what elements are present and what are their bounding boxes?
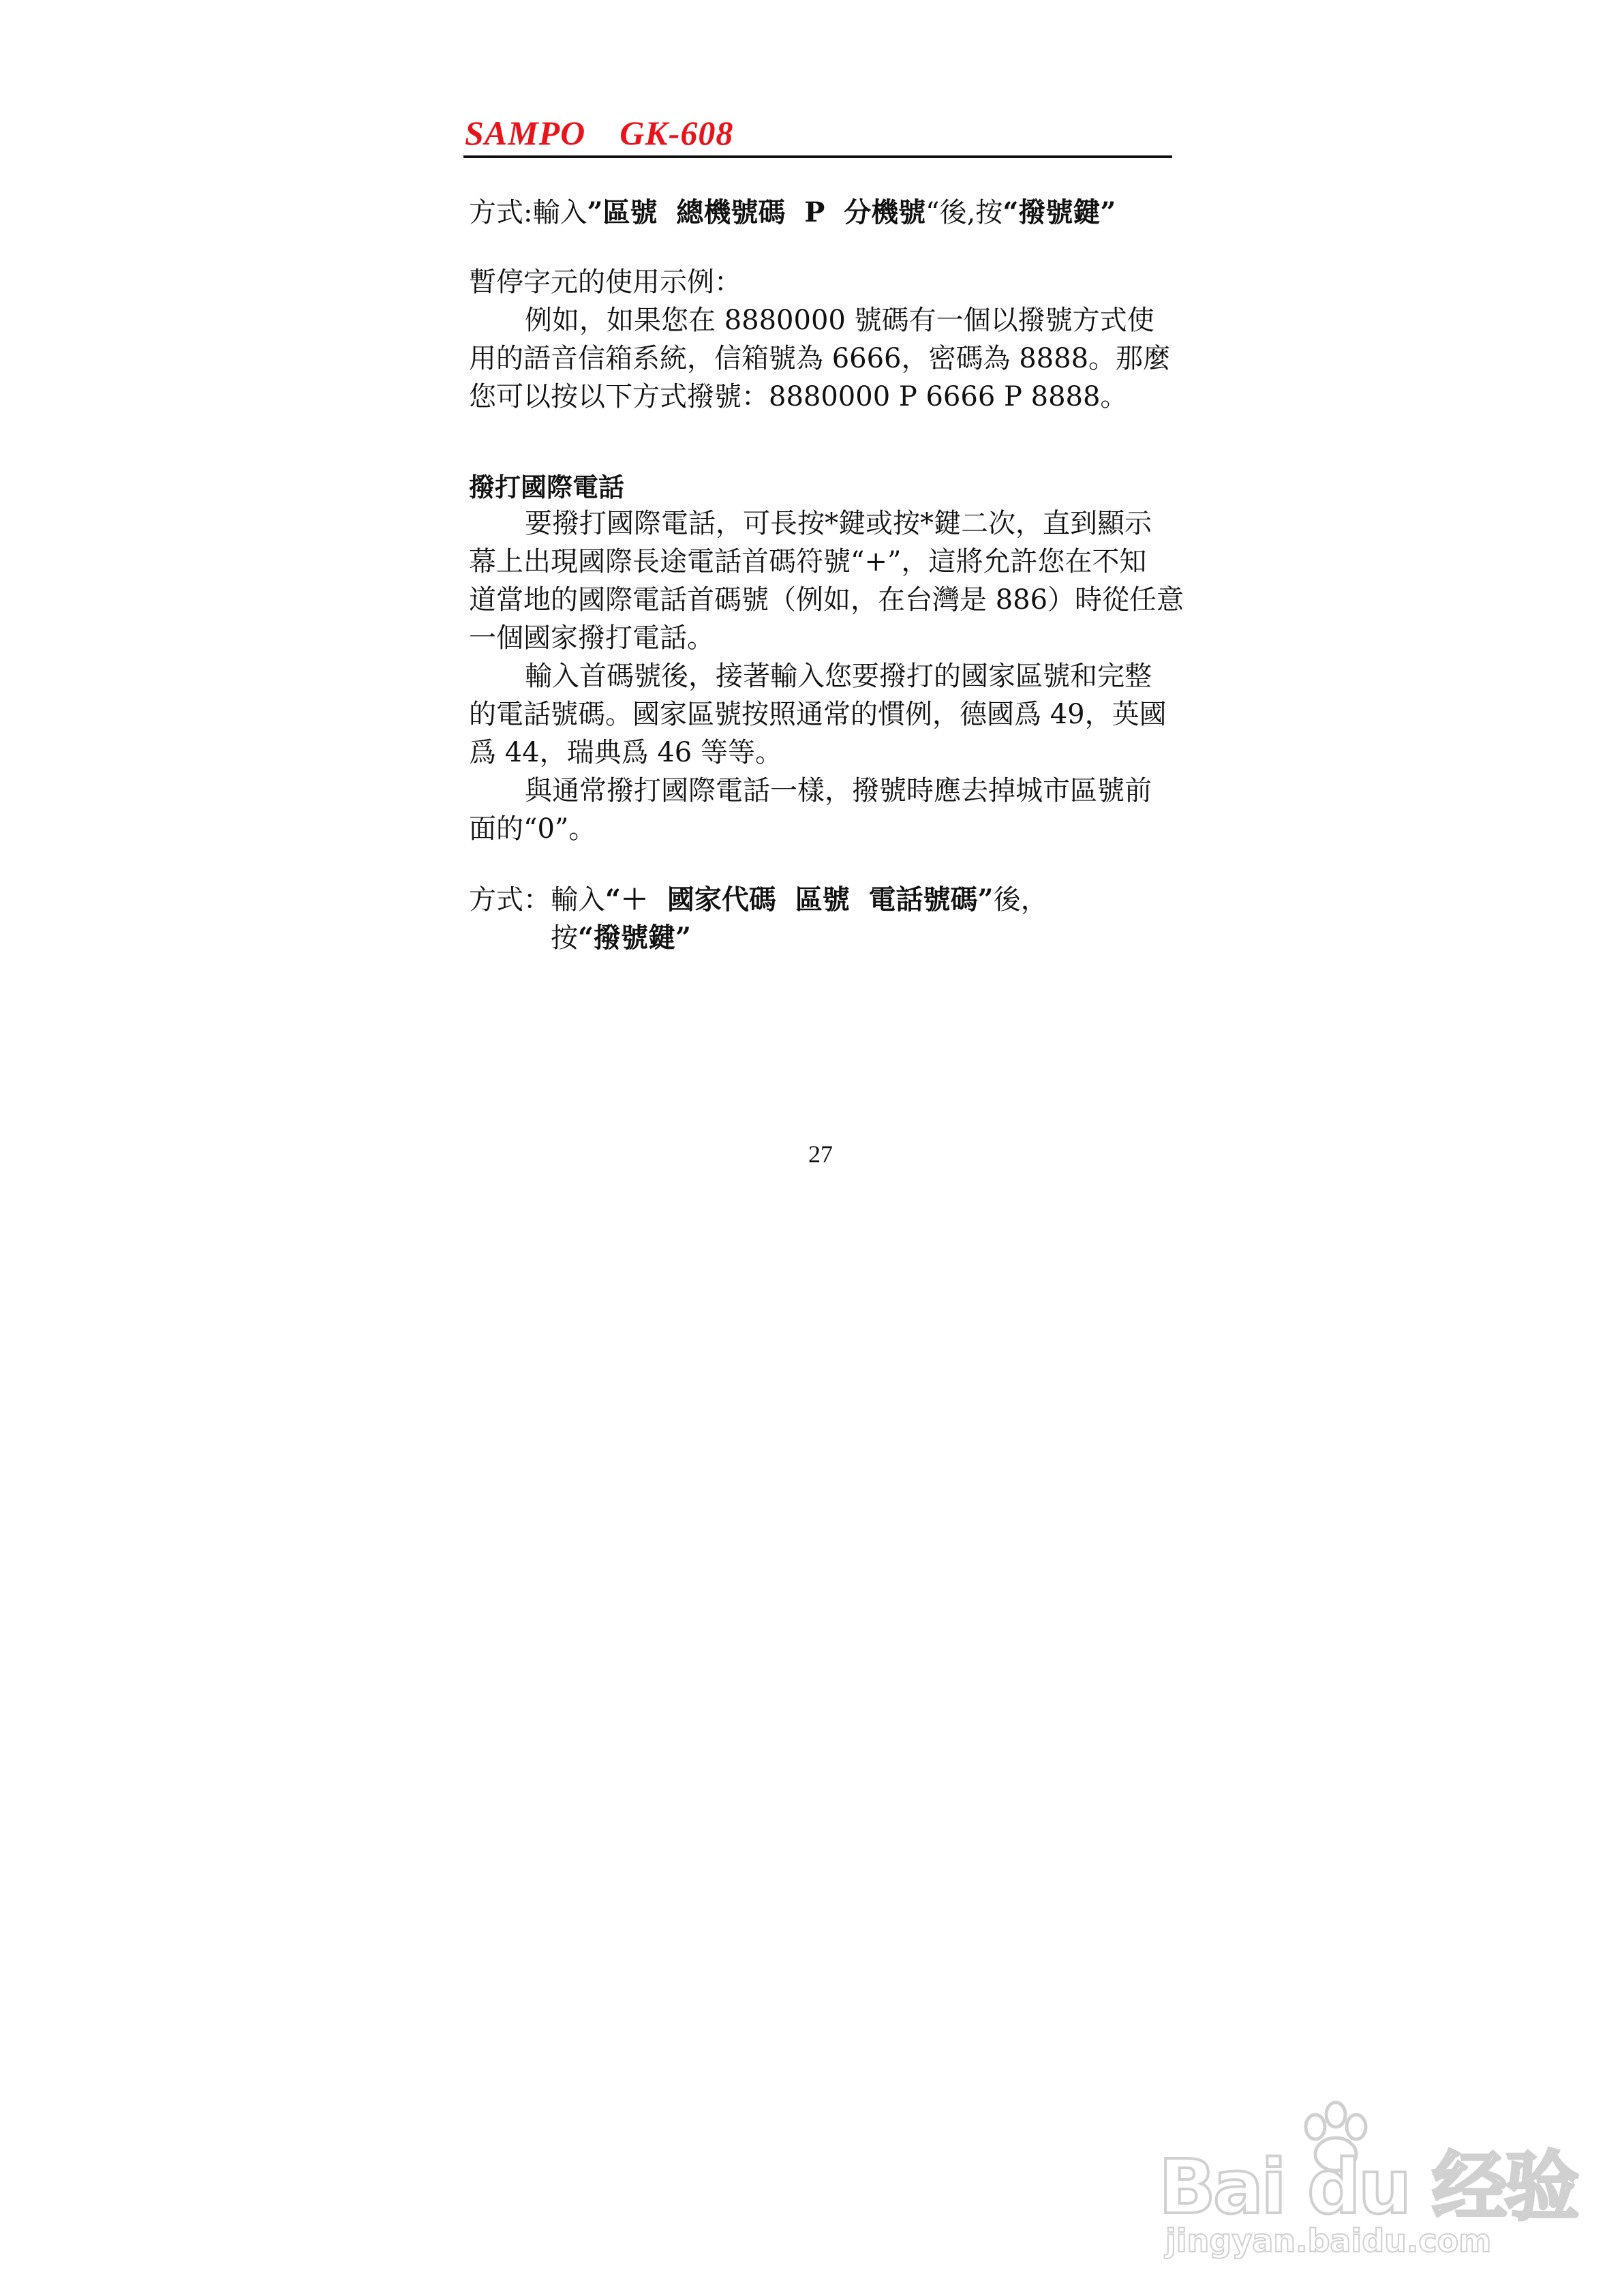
model-name: GK-608 [619, 114, 734, 152]
method-2-line2-prefix: 按 [551, 922, 578, 954]
watermark-url: jingyan.baidu.com [1165, 2222, 1492, 2259]
intl-para1-line-2: 幕上出現國際長途電話首碼符號“+”，這將允許您在不知 [469, 546, 1147, 577]
method-2-suffix: 後， [993, 884, 1048, 916]
intl-para1-line-4: 一個國家撥打電話。 [469, 622, 714, 654]
pause-example-line-1: 例如，如果您在 8880000 號碼有一個以撥號方式使 [525, 305, 1154, 336]
method-1-prefix: 方式:輸入 [469, 197, 587, 228]
intl-para2-line-1: 輸入首碼號後，接著輸入您要撥打的國家區號和完整 [525, 661, 1152, 692]
method-2-sequence: “＋ 國家代碼 區號 電話號碼” [605, 883, 994, 916]
method-1-mid: 後,按 [939, 197, 1003, 228]
intl-para3-line-2: 面的“0”。 [469, 813, 596, 845]
intl-para1-line-1: 要撥打國際電話，可長按*鍵或按*鍵二次，直到顯示 [525, 508, 1152, 539]
page-number: 27 [808, 1141, 833, 1168]
intl-para2-line-3: 爲 44，瑞典爲 46 等等。 [469, 737, 782, 768]
pause-example-line-2: 用的語音信箱系統，信箱號為 6666，密碼為 8888。那麼 [469, 343, 1171, 374]
method-1-sequence: 區號 總機號碼 P 分機號 [602, 196, 926, 228]
intl-heading: 撥打國際電話 [469, 472, 625, 502]
method-1-quote-open: ” [587, 196, 603, 228]
baidu-watermark [1159, 2100, 1577, 2277]
method-2-prefix: 方式：輸入 [469, 884, 605, 916]
method-2-line-1 [469, 883, 1048, 916]
intl-para2-line-2: 的電話號碼。國家區號按照通常的慣例，德國爲 49，英國 [469, 699, 1167, 730]
brand-name: SAMPO [465, 114, 586, 152]
method-1-line [469, 196, 1116, 228]
method-1-key: “撥號鍵” [1003, 196, 1116, 228]
intl-para3-line-1: 與通常撥打國際電話一樣，撥號時應去掉城市區號前 [525, 775, 1152, 806]
header-rule [463, 155, 1172, 158]
watermark-logo: Bai du 经验 [1159, 2143, 1577, 2231]
method-1-quote-close: “ [925, 197, 940, 228]
header-title [465, 113, 733, 153]
method-2-key: “撥號鍵” [578, 922, 692, 954]
method-2-line-2 [551, 924, 691, 952]
intl-para1-line-3: 道當地的國際電話首碼號（例如，在台灣是 886）時從任意 [469, 584, 1184, 616]
pause-example-title: 暫停字元的使用示例： [469, 267, 741, 298]
pause-example-line-3: 您可以按以下方式撥號：8880000 P 6666 P 8888。 [469, 381, 1128, 412]
